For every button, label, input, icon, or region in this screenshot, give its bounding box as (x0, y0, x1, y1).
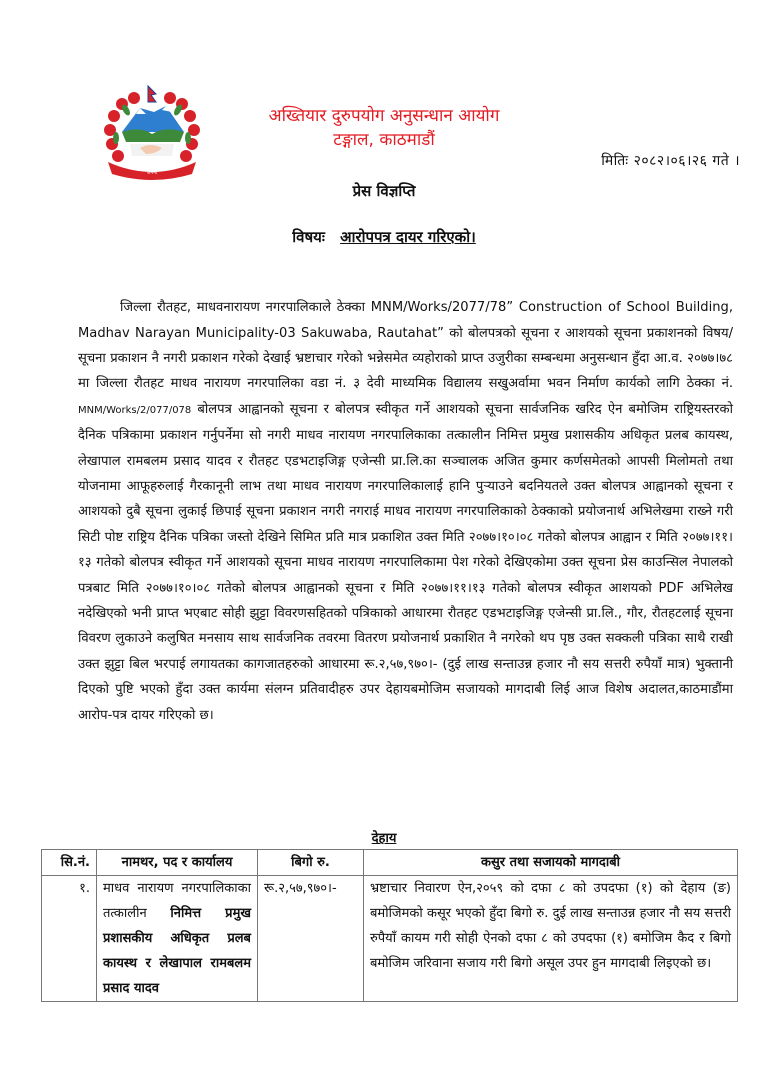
org-place: टङ्गाल, काठमाडौं (333, 130, 435, 150)
table-caption: देहाय (371, 831, 397, 846)
cell-amount: रू.२,५७,९७०।- (258, 876, 364, 1002)
header-amount: बिगो रु. (258, 850, 364, 876)
date-value: २०८२।०६।२६ गते । (633, 153, 740, 169)
header-charge: कसुर तथा सजायको मागदाबी (364, 850, 738, 876)
body-paragraph (78, 295, 733, 728)
table-row (42, 876, 738, 1002)
cell-serial: १. (42, 876, 97, 1002)
date-label: मितिः (601, 153, 629, 169)
subject-line (0, 227, 768, 247)
header-name: नामथर, पद र कार्यालय (97, 850, 258, 876)
press-release-title: प्रेस विज्ञप्ति (352, 182, 416, 200)
header-serial: सि.नं. (42, 850, 97, 876)
name-plain: माधव नारायण नगरपालिकाका तत्कालीन (103, 881, 251, 921)
contract-number: MNM/Works/2/077/078 (78, 404, 192, 416)
subject-text: आरोपपत्र दायर गरिएको। (340, 228, 476, 246)
cell-charge: भ्रष्टाचार निवारण ऐन,२०५९ को दफा ८ को उपदफा (१) को देहाय (ङ) बमोजिमको कसूर भएको हुँदा बिगो रु. दुई लाख सन्ताउन्न हजार नौ सय सत्तरी रुपैयाँ कायम गरी सोही ऐनको दफा ८ को उपदफा (१) बमोजिम कैद र बिगो बमोजिम जरिवाना सजाय गरी बिगो असूल उपर हुन मागदाबी लिइएको छ। (364, 876, 738, 1002)
subject-label: विषयः (292, 228, 325, 246)
svg-text:जननी: जननी (146, 170, 158, 176)
table-header-row (42, 850, 738, 876)
name-bold: निमित्त प्रमुख प्रशासकीय अधिकृत प्रलब कायस्थ र लेखापाल रामबलम प्रसाद यादव (103, 906, 251, 996)
body-part-1: जिल्ला रौतहट, माधवनारायण नगरपालिकाले ठेक्का MNM/Works/2077/78” Construction of School Building, Madhav Narayan Municipality-03 Sakuwaba, Rautahat” को बोलपत्रको सूचना र आशयको सूचना प्रकाशनको विषय/सूचना प्रकाशन नै नगरी प्रकाशन गरेको देखाई भ्रष्टाचार गरेको भन्नेसमेत व्यहोराको प्राप्त उजुरीका सम्बन्धमा अनुसन्धान हुँदा आ.व. २०७७।७८ मा जिल्ला रौतहट माधव नारायण नगरपालिका वडा नं. ३ देवी माध्यमिक विद्यालय सखुअर्वामा भवन निर्माण कार्यको लागि ठेक्का नं. (78, 300, 733, 392)
org-name: अख्तियार दुरुपयोग अनुसन्धान आयोग (268, 106, 500, 126)
cell-name (97, 876, 258, 1002)
body-part-2: बोलपत्र आह्वानको सूचना र बोलपत्र स्वीकृत गर्ने आशयको सूचना सार्वजनिक खरिद ऐन बमोजिम राष्ट्रियस्तरको दैनिक पत्रिकामा प्रकाशन गर्नुपर्नेमा सो नगरी माधव नारायण नगरपालिकाका तत्कालीन निमित्त प्रमुख प्रशासकीय अधिकृत प्रलब कायस्थ, लेखापाल रामबलम प्रसाद यादव र रौतहट एडभटाइजिङ्ग एजेन्सी प्रा.लि.का सञ्चालक अजित कुमार कर्णसमेतको आपसी मिलोमतो तथा योजनामा आफूहरुलाई गैरकानूनी लाभ तथा माधव नारायण नगरपालिकालाई हानि पुऱ्याउने बदनियतले उक्त बोलपत्र आह्वानको सूचना र आशयको दुबै सूचना लुकाई छिपाई सूचना प्रकाशन नगरी नगराई माधव नारायण नगरपालिकाको ठेक्काको प्रयोजनार्थ अभिलेखमा राख्ने गरी सिटी पोष्ट राष्ट्रिय दैनिक पत्रिका जस्तो देखिने सिमित प्रति मात्र प्रकाशित उक्त मिति २०७७।१०।०८ गतेको बोलपत्र आह्वान र मिति २०७७।११।१३ गतेको बोलपत्र स्वीकृत गर्ने आशयको सूचना माधव नारायण नगरपालिकामा पेश गरेको देखिएकोमा उक्त सूचना प्रेस काउन्सिल नेपालको पत्रबाट मिति २०७७।१०।०८ गतेको बोलपत्र आह्वानको सूचना र मिति २०७७।११।१३ गतेको बोलपत्र स्वीकृत आशयको PDF अभिलेख नदेखिएको भनी प्राप्त भएबाट सोही झुट्टा विवरणसहितको पत्रिकाको आधारमा रौतहट एडभटाइजिङ्ग एजेन्सी प्रा.लि., गौर, रौतहटलाई सूचना विवरण लुकाउने कलुषित मनसाय साथ सार्वजनिक तवरमा वितरण प्रयोजनार्थ प्रकाशित नै नगरेको थप पृष्ठ उक्त सक्कली पत्रिका साथै राखी उक्त झुट्टा बिल भरपाई लगायतका कागजातहरुको आधारमा रू.२,५७,९७०।- (दुई लाख सन्ताउन्न हजार नौ सय सत्तरी रुपैयाँ मात्र) भुक्तानी दिएको पुष्टि भएको हुँदा उक्त कार्यमा संलग्न प्रतिवादीहरु उपर देहायबमोजिम सजायको मागदाबी लिई आज विशेष अदालत,काठमाडौंमा आरोप-पत्र दायर गरिएको छ। (78, 401, 733, 723)
date-line (601, 151, 740, 170)
defendants-table (41, 849, 738, 1002)
